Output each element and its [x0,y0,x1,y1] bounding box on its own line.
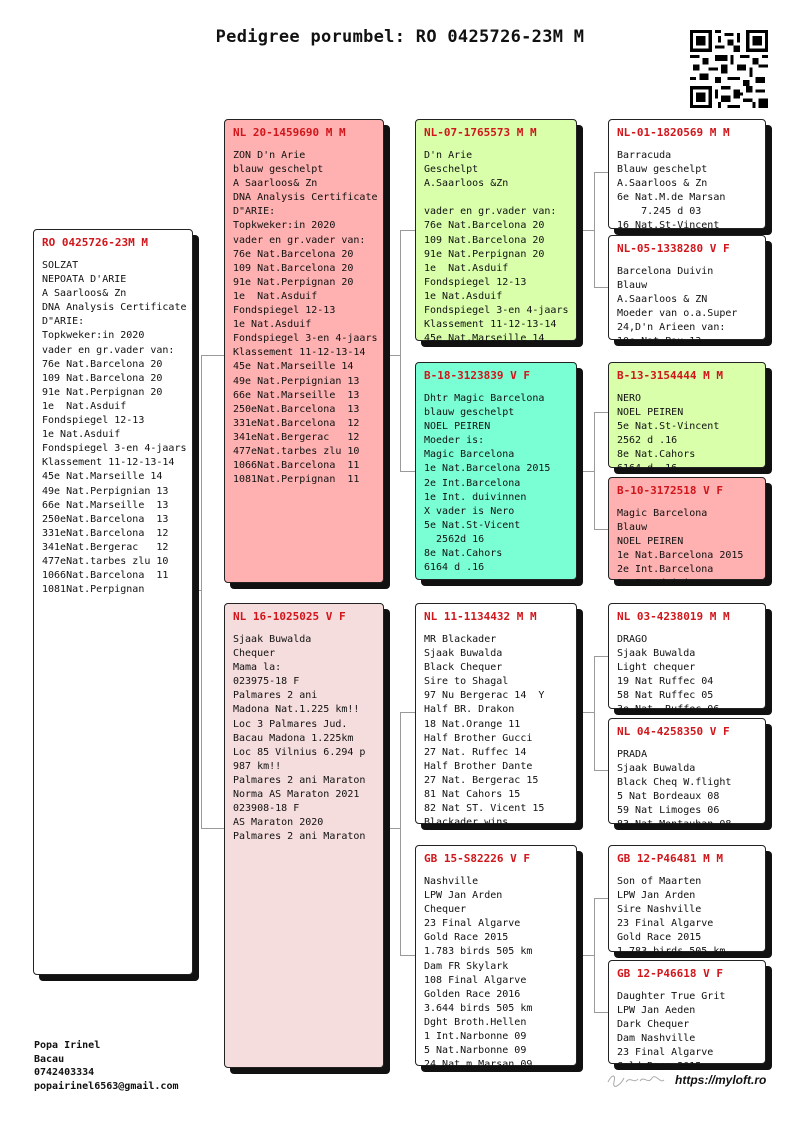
detail-line: 23 Final Algarve [424,918,521,930]
bird-details [617,265,757,350]
detail-line: Geschelpt [424,164,479,176]
detail-line: 6164 d .16 [424,562,485,574]
bird-details [617,748,757,833]
detail-line: 83 Nat.Montauban 08 [617,819,732,831]
detail-line: Fondspiegel 3-en 4-jaars [233,333,378,345]
detail-line: 97 Nu Bergerac 14 Y [424,690,545,702]
detail-line: Palmares 2 ani Maraton [233,831,366,843]
detail-line: DNA Analysis Certificate [42,302,187,314]
detail-line: Half Brother Dante [424,760,533,772]
detail-line: LPW Jan Arden [424,890,503,902]
detail-line: 1.783 birds 505 km [617,946,726,958]
detail-line: 10e Nat.Pau 13 [617,336,702,348]
detail-line: Madona Nat.1.225 km!! [233,704,360,716]
ring-number: NL 03-4238019 M M [617,610,730,623]
detail-line: 250eNat.Barcelona 13 [233,403,360,415]
detail-line: Blauw [617,280,648,292]
detail-line: Nashville [424,876,479,887]
detail-line: 58 Nat Ruffec 05 [617,690,714,702]
detail-line: Fondspiegel 3-en 4-jaars [42,443,187,455]
connector-line [594,1012,608,1013]
detail-line: 1e Nat.Asduif [424,262,509,274]
detail-line: 5 Nat.Narbonne 09 [424,1045,527,1057]
detail-line: NOEL PEIREN [424,421,491,433]
detail-line: 1e Nat.Asduif [233,290,318,302]
detail-line: 6164 d .16 [617,463,678,475]
ring-number: B-10-3172518 V F [617,484,723,497]
detail-line: Sire to Shagal [424,676,509,688]
detail-line: PRADA [617,749,648,760]
connector-line [594,529,608,530]
detail-line: 5 Nat Bordeaux 08 [617,791,720,803]
bird-details [233,633,375,844]
bird-details [42,259,187,597]
owner-info [34,1039,179,1093]
detail-line: 49e Nat.Perpignian 13 [233,375,360,387]
bird-details [233,149,378,487]
detail-line: 45e Nat.Marseille 14 [233,361,354,373]
detail-line: Sjaak Buwalda [617,763,696,775]
detail-line: 1e Int. duivinnen [424,491,527,503]
detail-line: Sjaak Buwalda [424,648,503,660]
detail-line: Bacau Madona 1.225km [233,732,354,744]
detail-line: 1066Nat.Barcelona 11 [233,460,360,472]
bird-details [617,149,757,234]
connector-line [400,230,401,471]
detail-line: Dght Broth.Hellen [424,1016,527,1028]
detail-line: 49e Nat.Perpignian 13 [42,485,169,497]
detail-line: 59 Nat Limoges 06 [617,805,720,817]
detail-line: ZON D'n Arie [233,150,306,161]
detail-line: Dhtr Magic Barcelona [424,393,545,404]
detail-line: 66e Nat.Marseille 13 [233,389,360,401]
detail-line: Blauw geschelpt [617,164,708,176]
detail-line: Klassement 11-12-13-14 [424,319,557,331]
detail-line: 19 Nat Ruffec 04 [617,676,714,688]
owner-name: Popa Irinel [34,1040,101,1051]
owner-email: popairinel6563@gmail.com [34,1080,179,1092]
detail-line: Sire Nashville [617,904,702,916]
detail-line: 1 Int.Narbonne 09 [424,1031,527,1043]
detail-line: 27 Nat. Bergerac 15 [424,774,539,786]
detail-line: Gold Race 2015 [617,932,702,944]
connector-line [594,656,608,657]
detail-line: A.Saarloos & ZN [617,294,708,306]
detail-line: Topkweker:in 2020 [233,220,336,232]
detail-line: 341eNat.Bergerac 12 [42,541,169,553]
dam-sire-card [415,603,577,829]
ring-number: RO 0425726-23M M [42,236,148,249]
detail-line: Moeder van o.a.Super [617,308,738,320]
detail-line: Son of Maarten [617,876,702,887]
ring-number: NL-07-1765573 M M [424,126,537,139]
connector-line [400,471,415,472]
connector-line [201,355,202,828]
website-link[interactable]: https://myloft.ro [675,1073,767,1087]
detail-line: Barracuda [617,150,672,161]
connector-line [594,770,608,771]
detail-line: 76e Nat.Barcelona 20 [42,358,163,370]
detail-line: 477eNat.tarbes zlu 10 [42,555,169,567]
detail-line: Loc 3 Palmares Jud. [233,718,348,730]
sire-sire-dam-card [608,235,766,348]
detail-line: 108 Final Algarve [424,974,527,986]
detail-line: Moeder is: [424,435,485,447]
detail-line: Black Cheq W.flight [617,777,732,789]
detail-line: 5e Nat.St-Vincent [617,421,720,433]
subject-bird-card [33,229,193,975]
detail-line: Daughter True Grit [617,991,726,1002]
detail-line: Chequer [233,648,276,660]
detail-line: vader en gr.vader van: [233,234,366,246]
connector-line [577,712,595,713]
detail-line: 341eNat.Bergerac 12 [233,431,360,443]
detail-line: 1e Nat.Asduif [42,429,121,441]
qr-code [690,30,768,108]
connector-line [577,471,595,472]
owner-city: Bacau [34,1053,65,1065]
detail-line: Fondspiegel 12-13 [42,415,145,427]
detail-line: 24,D'n Arieen van: [617,322,726,334]
detail-line: Dam Nashville [617,1033,696,1045]
detail-line: X vader is Nero [424,505,515,517]
dam-card [224,603,384,1068]
detail-line: 023975-18 F [233,676,300,688]
bird-details [617,990,757,1075]
sire-sire-card [415,119,577,345]
owner-phone: 0742403334 [34,1067,95,1078]
detail-line: Klassement 11-12-13-14 [42,457,175,469]
detail-line: NOEL PEIREN [617,407,684,419]
detail-line: D'n Arie [424,150,473,161]
detail-line: vader en gr.vader van: [42,344,175,356]
detail-line: 1e Nat.Asduif [424,290,503,302]
detail-line: 1.783 birds 505 km [424,946,533,958]
connector-line [400,712,415,713]
detail-line: Blauw [617,522,648,534]
detail-line: 76e Nat.Barcelona 20 [233,248,354,260]
detail-line: 91e Nat.Perpignan 20 [42,386,163,398]
detail-line: 2e Int.Barcelona [617,564,714,576]
detail-line: Dark Chequer [617,1019,690,1031]
connector-line [400,712,401,955]
detail-line: Gold Race 2015 [617,1061,702,1073]
sire-dam-dam-card [608,477,766,590]
detail-line: 109 Nat.Barcelona 20 [233,262,354,274]
detail-line: 1081Nat.Perpignan 11 [233,474,360,486]
bird-details [424,875,568,1072]
detail-line: Barcelona Duivin [617,266,714,277]
ring-number: NL-01-1820569 M M [617,126,730,139]
detail-line: Fondspiegel 3-en 4-jaars [424,305,569,317]
ring-number: GB 15-S82226 V F [424,852,530,865]
sire-dam-card [415,362,577,580]
detail-line: 27 Nat. Ruffec 14 [424,746,527,758]
detail-line: MR Blackader [424,634,497,645]
detail-line: 24 Nat.m Marsan 09 [424,1059,533,1071]
connector-line [594,172,608,173]
detail-line: DRAGO [617,634,648,645]
connector-line [193,590,202,591]
bird-details [617,633,757,718]
detail-line: 91e Nat.Perpignan 20 [424,248,545,260]
detail-line: 7.245 d 03 [617,206,702,218]
ring-number: B-18-3123839 V F [424,369,530,382]
dam-dam-card [415,845,577,1071]
detail-line: 477eNat.tarbes zlu 10 [233,445,360,457]
connector-line [400,230,415,231]
detail-line: 66e Nat.Marseille 13 [42,499,169,511]
connector-line [594,412,608,413]
detail-line: Loc 85 Vilnius 6.294 p [233,746,366,758]
detail-line: Half BR. Drakon [424,704,515,716]
detail-line: 76e Nat.Barcelona 20 [424,220,545,232]
dam-sire-dam-card [608,718,766,831]
detail-line: 331eNat.Barcelona 12 [233,417,360,429]
detail-line: 2562d 16 [424,533,485,545]
ring-number: NL 11-1134432 M M [424,610,537,623]
bird-details [617,392,757,477]
connector-line [201,828,224,829]
detail-line: DNA Analysis Certificate [233,192,378,204]
detail-line: Palmares 2 ani [233,690,318,702]
detail-line: A.Saarloos &Zn [424,178,509,190]
ring-number: NL 20-1459690 M M [233,126,346,139]
detail-line: 6e Nat.M.de Marsan [617,192,726,204]
detail-line: AS Maraton 2020 [233,817,324,829]
detail-line: Sjaak Buwalda [617,648,696,660]
detail-line: Gold Race 2015 [424,932,509,944]
detail-line: 987 km!! [233,760,282,772]
detail-line: D"ARIE: [42,316,85,328]
detail-line: 109 Nat.Barcelona 20 [42,372,163,384]
connector-line [577,230,595,231]
ring-number: NL 04-4258350 V F [617,725,730,738]
detail-line: Sjaak Buwalda [233,634,312,645]
detail-line: 81 Nat Cahors 15 [424,789,521,801]
detail-line: Dam FR Skylark [424,960,509,972]
bird-details [424,149,568,346]
detail-line: 3.644 birds 505 km [424,1002,533,1014]
detail-line: Palmares 2 ani Maraton [233,774,366,786]
detail-line: 8e Nat.Cahors [617,449,696,461]
detail-line: vader en gr.vader van: [424,206,557,218]
detail-line: 82 Nat ST. Vicent 15 [424,803,545,815]
detail-line: 2562 d .16 [617,435,678,447]
dam-dam-dam-card [608,960,766,1073]
detail-line: Mama la: [233,662,282,674]
sire-card [224,119,384,583]
detail-line: 1e Nat.Asduif [233,319,312,331]
detail-line: D"ARIE: [233,206,276,218]
detail-line: 023908-18 F [233,803,300,815]
connector-line [400,955,415,956]
detail-line: Blackader wins [424,817,509,829]
signature-logo [606,1070,666,1088]
detail-line: Half Brother Gucci [424,732,533,744]
detail-line: blauw geschelpt [424,407,515,419]
detail-line: 23 Final Algarve [617,918,714,930]
detail-line: A Saarloos& Zn [42,288,127,300]
sire-dam-sire-card [608,362,766,475]
detail-line: 250eNat.Barcelona 13 [42,513,169,525]
bird-details [424,633,568,830]
detail-line: Klassement 11-12-13-14 [233,347,366,359]
dam-sire-sire-card [608,603,766,716]
detail-line: 1e Nat.Barcelona 2015 [424,463,551,475]
detail-line: Fondspiegel 12-13 [233,305,336,317]
connector-line [594,898,608,899]
detail-line: 45e Nat.Marseille 14 [424,333,545,345]
detail-line: 16 Nat.St-Vincent [617,220,720,232]
detail-line [424,191,568,205]
detail-line: Magic Barcelona [424,449,515,461]
connector-line [577,955,595,956]
connector-line [384,355,401,356]
detail-line: 8e Nat.Cahors [424,548,503,560]
dam-dam-sire-card [608,845,766,958]
detail-line: 1066Nat.Barcelona 11 [42,570,169,582]
detail-line: LPW Jan Aeden [617,1005,696,1017]
detail-line: A Saarloos& Zn [233,178,318,190]
bird-details [424,392,568,575]
detail-line: LPW Jan Arden [617,890,696,902]
ring-number: B-13-3154444 M M [617,369,723,382]
ring-number: NL-05-1338280 V F [617,242,730,255]
detail-line: 2e Int.Barcelona [424,477,521,489]
detail-line: Fondspiegel 12-13 [424,276,527,288]
detail-line: NEPOATA D'ARIE [42,274,127,286]
ring-number: NL 16-1025025 V F [233,610,346,623]
detail-line: 18 Nat.Orange 11 [424,718,521,730]
connector-line [594,656,595,770]
detail-line: Golden Race 2016 [424,988,521,1000]
detail-line: Black Chequer [424,662,503,674]
detail-line: 1e Int.duivinnen [617,578,714,590]
detail-line: 5e Nat.St-Vicent [424,519,521,531]
detail-line: blauw geschelpt [233,164,324,176]
ring-number: GB 12-P46481 M M [617,852,723,865]
detail-line: SOLZAT [42,260,79,271]
detail-line: 3e Nat. Ruffec 06 [617,704,720,716]
detail-line: Topkweker:in 2020 [42,330,145,342]
detail-line: 45e Nat.Marseille 14 [42,471,163,483]
detail-line: 1e Nat.Barcelona 2015 [617,550,744,562]
detail-line: 331eNat.Barcelona 12 [42,527,169,539]
sire-sire-sire-card [608,119,766,232]
detail-line: Norma AS Maraton 2021 [233,789,360,801]
connector-line [384,828,401,829]
detail-line: 23 Final Algarve [617,1047,714,1059]
detail-line: 91e Nat.Perpignan 20 [233,276,354,288]
detail-line: Magic Barcelona [617,508,708,519]
detail-line: 1081Nat.Perpignan [42,584,145,596]
detail-line: 1e Nat.Asduif [42,400,127,412]
detail-line: NERO [617,393,642,404]
detail-line: NOEL PEIREN [617,536,684,548]
bird-details [617,507,757,592]
connector-line [594,287,608,288]
page-title: Pedigree porumbel: RO 0425726-23M M [215,27,585,47]
connector-line [201,355,224,356]
detail-line: A.Saarloos & Zn [617,178,708,190]
ring-number: GB 12-P46618 V F [617,967,723,980]
detail-line: Chequer [424,904,467,916]
bird-details [617,875,757,960]
detail-line: Light chequer [617,662,696,674]
detail-line: 109 Nat.Barcelona 20 [424,234,545,246]
